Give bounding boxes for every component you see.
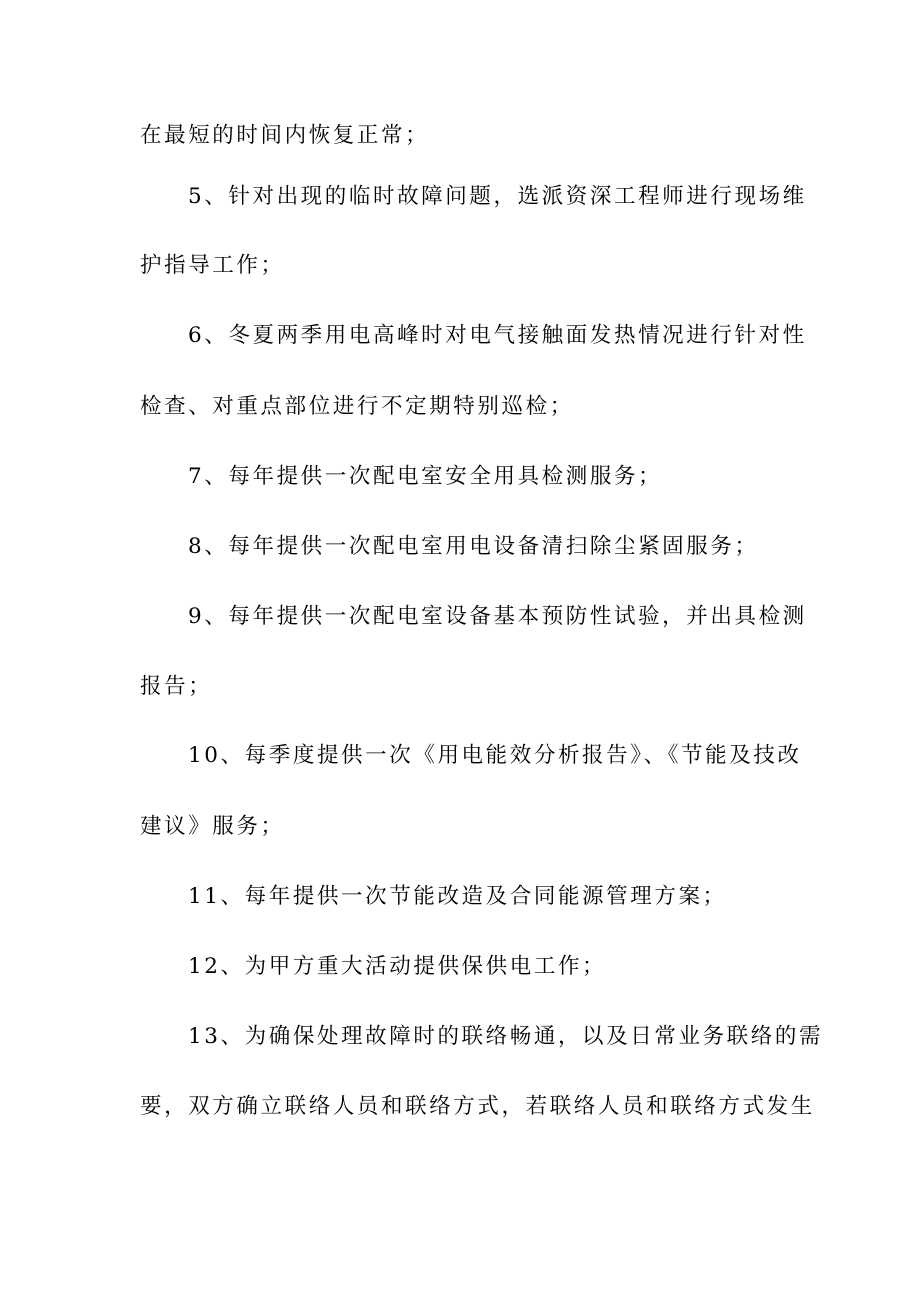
item-5-line-1: 5、针对出现的临时故障问题，选派资深工程师进行现场维 [188,184,807,209]
item-9-line-2: 报告； [140,674,213,699]
item-9-line-1: 9、每年提供一次配电室设备基本预防性试验，并出具检测 [188,604,807,629]
text-line-continuation: 在最短的时间内恢复正常； [140,123,430,148]
item-12-line: 12、为甲方重大活动提供保供电工作； [188,954,607,979]
item-6-line-2: 检查、对重点部位进行不定期特别巡检； [140,394,574,419]
item-13-line-1: 13、为确保处理故障时的联络畅通，以及日常业务联络的需 [188,1024,824,1049]
item-10-line-1: 10、每季度提供一次《用电能效分析报告》、《节能及技改 [188,743,802,768]
item-7-line: 7、每年提供一次配电室安全用具检测服务； [188,464,663,489]
item-11-line: 11、每年提供一次节能改造及合同能源管理方案； [188,884,727,909]
item-10-line-2: 建议》服务； [140,814,285,839]
item-13-line-2: 要，双方确立联络人员和联络方式，若联络人员和联络方式发生 [140,1094,815,1119]
item-8-line: 8、每年提供一次配电室用电设备清扫除尘紧固服务； [188,534,759,559]
item-6-line-1: 6、冬夏两季用电高峰时对电气接触面发热情况进行针对性 [188,323,807,348]
item-5-line-2: 护指导工作； [140,253,285,278]
